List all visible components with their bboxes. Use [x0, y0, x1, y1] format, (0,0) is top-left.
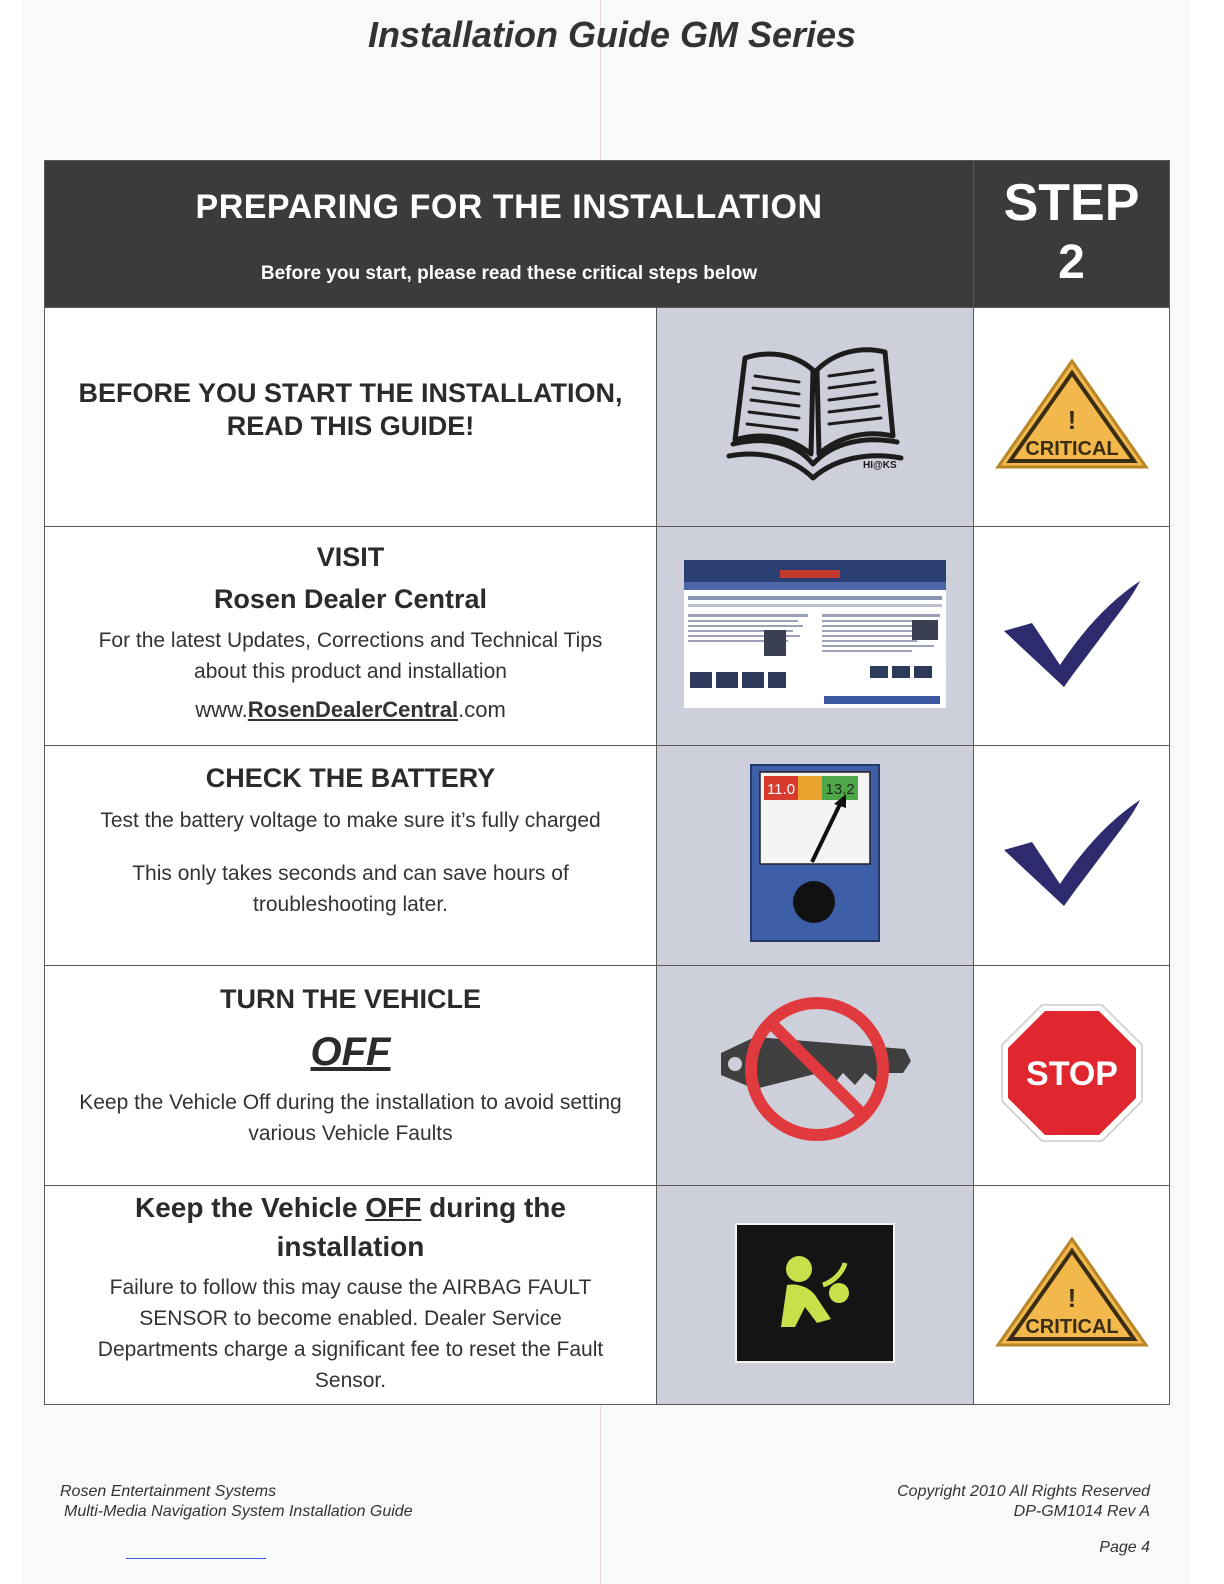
- row-airbag-indicator: [974, 1186, 1170, 1405]
- footer-company: Rosen Entertainment Systems: [60, 1483, 277, 1500]
- critical-mark: !: [1067, 404, 1076, 435]
- critical-warning-icon: [992, 355, 1152, 475]
- step-indicator: [974, 161, 1170, 308]
- row-vehicle-off-body: Keep the Vehicle Off during the installation to avoid setting various Vehicle Faults: [79, 1090, 622, 1145]
- voltmeter-icon: [750, 764, 880, 942]
- row-visit-subheading: Rosen Dealer Central: [213, 584, 488, 614]
- stop-sign-icon: [1000, 1003, 1144, 1143]
- critical-warning-icon: [992, 1233, 1152, 1353]
- stop-label: STOP: [1025, 1055, 1118, 1093]
- document-title: Installation Guide GM Series: [367, 14, 857, 55]
- critical-label: CRITICAL: [1024, 1315, 1119, 1338]
- row-visit-image: [657, 527, 974, 746]
- critical-label: CRITICAL: [1024, 437, 1119, 460]
- step-table: [44, 160, 1170, 1405]
- dealer-central-link[interactable]: www.RosenDealerCentral.com: [195, 697, 506, 722]
- footer-rule: [126, 1558, 266, 1559]
- section-subtitle: Before you start, please read these critical steps below: [260, 262, 758, 284]
- checkmark-icon: [1002, 798, 1142, 908]
- row-visit-text: [45, 527, 657, 746]
- row-battery-heading: CHECK THE BATTERY: [205, 762, 496, 793]
- airbag-warning-light-icon: [735, 1223, 895, 1363]
- open-book-icon: [725, 340, 905, 490]
- row-airbag-heading: Keep the Vehicle OFF during the installation: [135, 1192, 566, 1262]
- section-header: [45, 161, 974, 308]
- website-screenshot-thumbnail: [684, 560, 946, 708]
- step-number: 2: [1058, 236, 1085, 289]
- row-visit-heading: VISIT: [316, 542, 385, 572]
- row-airbag-body: Failure to follow this may cause the AIRBAG FAULT SENSOR to become enabled. Dealer Service Departments charge a significant fee to reset the Fault Sensor.: [97, 1276, 604, 1392]
- section-title: PREPARING FOR THE INSTALLATION: [195, 187, 823, 226]
- row-read-guide-text: [45, 308, 657, 527]
- meter-high-label: 13.2: [825, 781, 855, 798]
- row-battery-text: [45, 746, 657, 966]
- row-vehicle-off-emphasis: OFF: [310, 1029, 391, 1074]
- critical-mark: !: [1067, 1282, 1076, 1313]
- row-vehicle-off-indicator: [974, 966, 1170, 1186]
- row-visit-body: For the latest Updates, Corrections and Technical Tips about this product and installation: [98, 629, 603, 683]
- row-read-guide-heading: BEFORE YOU START THE INSTALLATION, READ THIS GUIDE!: [78, 378, 623, 441]
- row-airbag-image: [657, 1186, 974, 1405]
- row-read-guide-image: [657, 308, 974, 527]
- footer-left: [60, 1482, 413, 1522]
- row-battery-body: This only takes seconds and can save hours of troubleshooting later.: [132, 861, 569, 916]
- row-battery-indicator: [974, 746, 1170, 966]
- row-vehicle-off-text: [45, 966, 657, 1186]
- no-key-icon: [715, 993, 915, 1153]
- row-vehicle-off-image: [657, 966, 974, 1186]
- page-number: Page 4: [1099, 1539, 1150, 1556]
- footer-copyright: Copyright 2010 All Rights Reserved: [897, 1483, 1150, 1500]
- footer-doc-id: DP-GM1014 Rev A: [1013, 1503, 1150, 1520]
- row-vehicle-off-heading: TURN THE VEHICLE: [219, 983, 481, 1014]
- row-read-guide-indicator: [974, 308, 1170, 527]
- checkmark-icon: [1002, 579, 1142, 689]
- footer-guide-name: Multi-Media Navigation System Installation Guide: [64, 1503, 413, 1520]
- row-battery-line1: Test the battery voltage to make sure it’s fully charged: [100, 808, 601, 832]
- row-battery-image: [657, 746, 974, 966]
- row-visit-indicator: [974, 527, 1170, 746]
- row-airbag-text: [45, 1186, 657, 1405]
- step-label: STEP: [1003, 174, 1140, 232]
- book-caption: HI@KS: [863, 459, 897, 471]
- footer-right: [897, 1482, 1150, 1558]
- meter-low-label: 11.0: [766, 781, 796, 798]
